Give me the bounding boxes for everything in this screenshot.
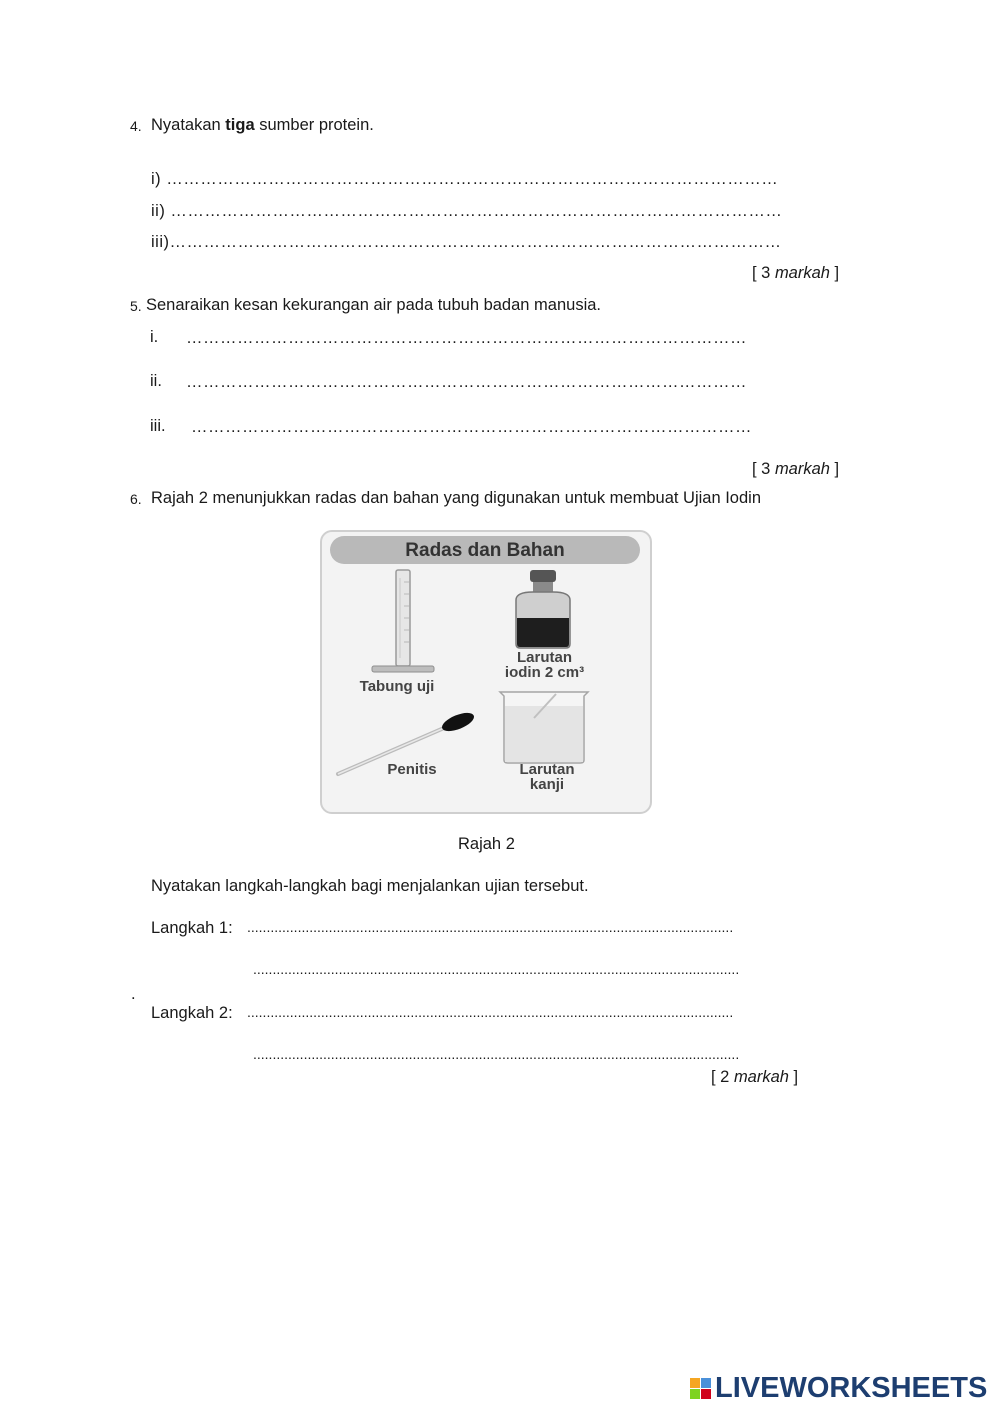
step-2-answer-line-2[interactable]: ............................................................................................................................. — [253, 1046, 740, 1062]
q4-answer-line-1[interactable]: i) ……………………………………………………………………………………………… — [151, 170, 779, 188]
q6-number: 6. — [130, 491, 142, 507]
q6-marks-word: markah — [733, 1068, 789, 1086]
q5-answer-line-2[interactable]: ……………………………………………………………………………………… — [186, 373, 747, 391]
q5-item-1-label: i. — [150, 328, 159, 346]
q6-question: Rajah 2 menunjukkan radas dan bahan yang digunakan untuk membuat Ujian Iodin — [151, 489, 762, 507]
step-2-label: Langkah 2: — [151, 1004, 233, 1022]
step-1-answer-line-2[interactable]: ............................................................................................................................. — [253, 961, 740, 977]
q4-answer-line-2[interactable]: ii) ……………………………………………………………………………………………… — [151, 202, 783, 220]
step-1-label: Langkah 1: — [151, 919, 233, 937]
starch-beaker-icon — [494, 688, 594, 764]
label-larutan-iodin — [472, 650, 617, 680]
q4-text-after: sumber protein. — [254, 116, 374, 134]
q4-number: 4. — [130, 118, 142, 134]
q5-number: 5. — [130, 298, 142, 314]
q4-marks — [752, 264, 839, 283]
label-kanji-line-2: kanji — [529, 776, 565, 793]
q4-question — [151, 116, 374, 135]
q4-text-before: Nyatakan — [151, 116, 226, 134]
q5-marks-word: markah — [774, 460, 830, 478]
label-larutan-kanji — [482, 762, 612, 792]
label-iodin-line-1: Larutan — [516, 649, 572, 666]
figure-title-bar — [330, 536, 640, 564]
figure-caption: Rajah 2 — [458, 835, 515, 853]
label-penitis: Penitis — [387, 761, 437, 778]
step-2-answer-line-1[interactable]: ............................................................................................................................. — [247, 1004, 734, 1020]
logo-mark-icon — [690, 1378, 712, 1400]
label-kanji-line-1: Larutan — [519, 761, 575, 778]
q5-item-2-label: ii. — [150, 372, 162, 390]
q5-answer-line-3[interactable]: ……………………………………………………………………………………… — [191, 418, 752, 436]
test-tube-icon — [362, 568, 442, 678]
q6-marks — [711, 1068, 798, 1087]
label-tabung-uji: Tabung uji — [359, 678, 435, 695]
q4-marks-close: ] — [829, 264, 840, 282]
logo-text: LIVEWORKSHEETS — [715, 1372, 988, 1404]
q6-instruction: Nyatakan langkah-langkah bagi menjalankan ujian tersebut. — [151, 877, 589, 895]
figure-title: Radas dan Bahan — [405, 540, 565, 561]
q5-answer-line-1[interactable]: ……………………………………………………………………………………… — [186, 329, 747, 347]
q4-marks-word: markah — [774, 264, 830, 282]
q5-question: Senaraikan kesan kekurangan air pada tubuh badan manusia. — [146, 296, 601, 314]
apparatus-figure — [320, 530, 652, 814]
q5-marks-open: [ 3 — [752, 460, 775, 478]
step-1-answer-line-1[interactable]: ............................................................................................................................. — [247, 919, 734, 935]
q4-text-bold: tiga — [225, 116, 255, 134]
q5-marks-close: ] — [829, 460, 840, 478]
stray-dot: . — [131, 985, 136, 1003]
q4-marks-open: [ 3 — [752, 264, 775, 282]
iodine-bottle-icon — [498, 570, 588, 650]
label-iodin-line-2: iodin 2 cm³ — [504, 664, 585, 681]
q6-marks-close: ] — [788, 1068, 799, 1086]
q5-marks — [752, 460, 839, 479]
q6-marks-open: [ 2 — [711, 1068, 734, 1086]
q5-item-3-label: iii. — [150, 417, 166, 435]
q4-answer-line-3[interactable]: iii)……………………………………………………………………………………………… — [151, 233, 782, 251]
